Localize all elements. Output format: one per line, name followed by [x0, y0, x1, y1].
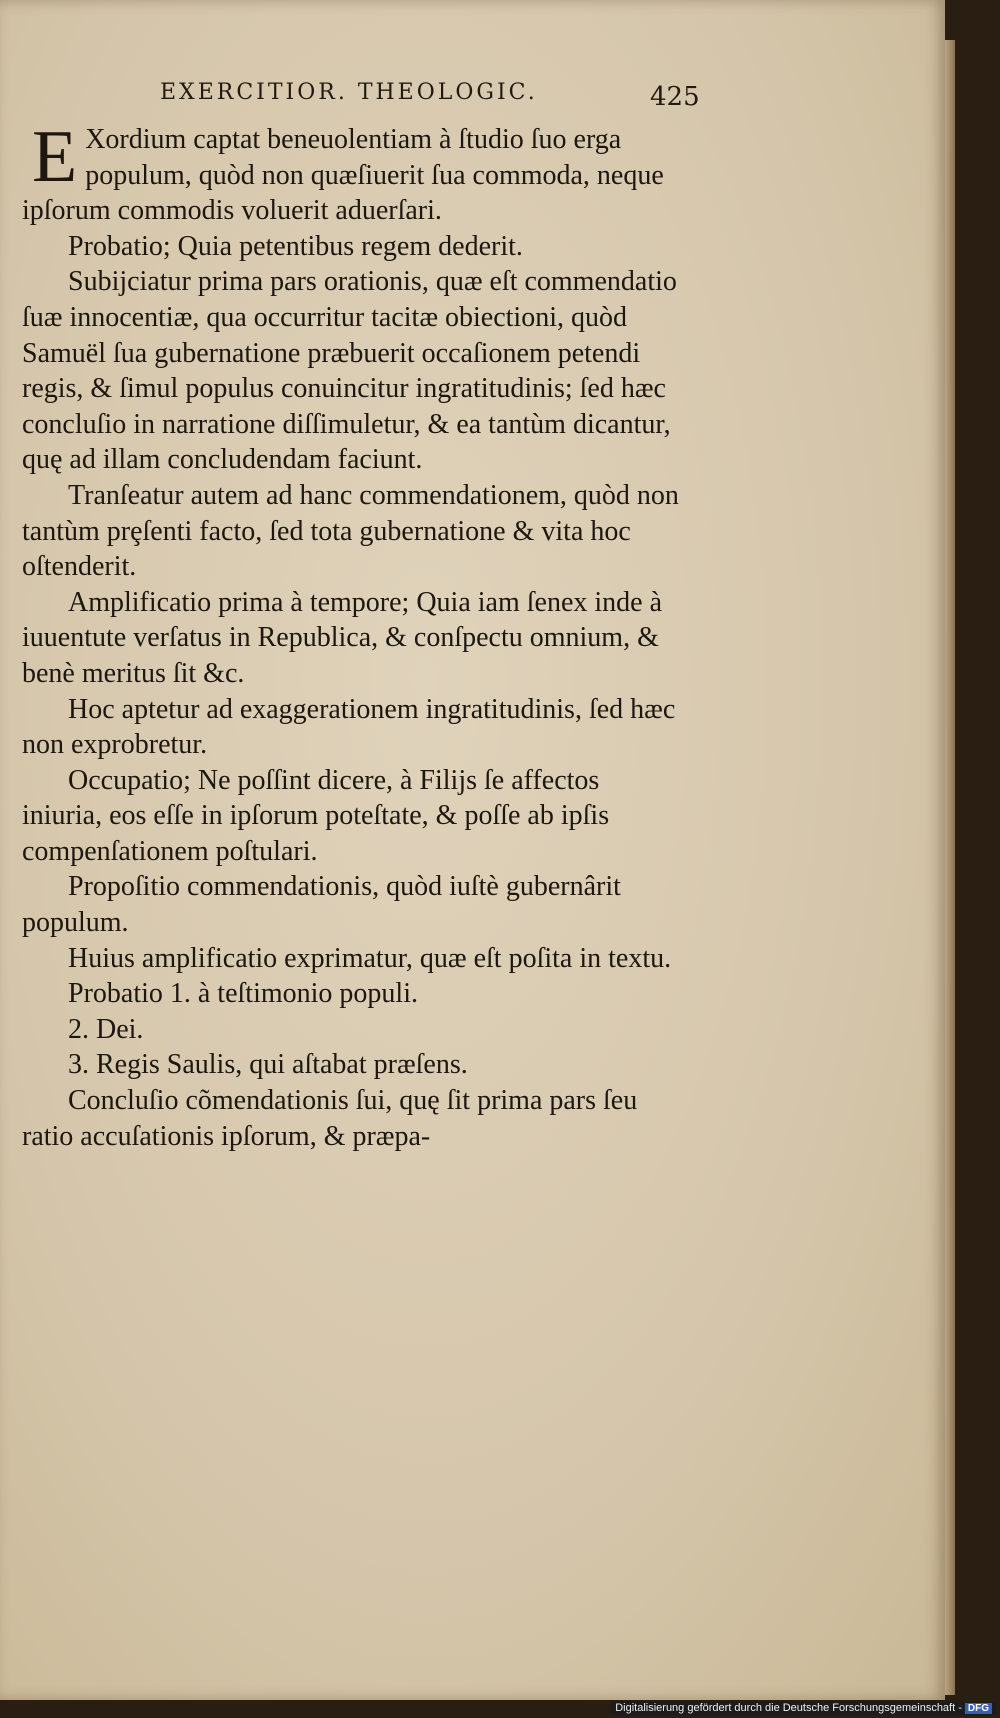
paragraph: Probatio 1. à teſtimonio populi.: [68, 978, 418, 1010]
paragraph: Hoc aptetur ad exaggerationem ingratitudinis, ſed hæc non exprobretur.: [22, 693, 676, 761]
paragraph: Huius amplificatio exprimatur, quæ eſt poſita in textu.: [68, 942, 672, 974]
drop-cap: E: [32, 116, 78, 198]
paragraph-exordium: [22, 116, 682, 229]
paragraph: 3. Regis Saulis, qui aſtabat præſens.: [68, 1049, 468, 1081]
credit-text: Digitalisierung gefördert durch die Deutsche Forschungsgemeinschaft -: [615, 1702, 962, 1714]
running-title: EXERCITIOR. THEOLOGIC.: [160, 80, 538, 105]
paragraph: Tranſeatur autem ad hanc commendationem, quòd non tantùm prȩſenti facto, ſed tota gubernatione & vita hoc oſtenderit.: [22, 479, 679, 583]
paragraph: Amplificatio prima à tempore; Quia iam ſenex inde à iuuentute verſatus in Republica, & conſpectu omnium, & benè meritus ſit &c.: [22, 586, 663, 689]
dfg-logo: DFG: [965, 1703, 992, 1714]
paragraph: Probatio; Quia petentibus regem dederit.: [68, 230, 523, 262]
paragraph-text: Xordium captat beneuolentiam à ſtudio ſuo erga populum, quòd non quæſiuerit ſua commoda, neque ipſorum commodis voluerit aduerſari.: [22, 124, 664, 227]
digitization-credit: [611, 1701, 996, 1715]
paragraph: Occupatio; Ne poſſint dicere, à Filijs ſe affectos iniuria, eos eſſe in ipſorum poteſtate, & poſſe ab ipſis compenſationem poſtulari.: [22, 764, 610, 867]
paragraph: Subijciatur prima pars orationis, quæ eſt commendatio ſuæ innocentiæ, qua occurritur tacitæ obiectioni, quòd Samuël ſua gubernatione præbuerit occaſionem petendi regis, & ſimul populus conuincitur ingratitudinis; ſed hæc concluſio in narratione diſſimuletur, & ea tantùm dicantur, quę ad illam concludendam faciunt.: [22, 266, 677, 476]
body-text: [22, 116, 682, 1154]
page-number: 425: [650, 82, 700, 112]
page-edge: [945, 40, 955, 1695]
paragraph: Concluſio cõmendationis ſui, quę ſit prima pars ſeu ratio accuſationis ipſorum, & præpa-: [22, 1085, 638, 1152]
paragraph: 2. Dei.: [68, 1013, 144, 1045]
paragraph: Propoſitio commendationis, quòd iuſtè gubernârit populum.: [22, 871, 621, 939]
